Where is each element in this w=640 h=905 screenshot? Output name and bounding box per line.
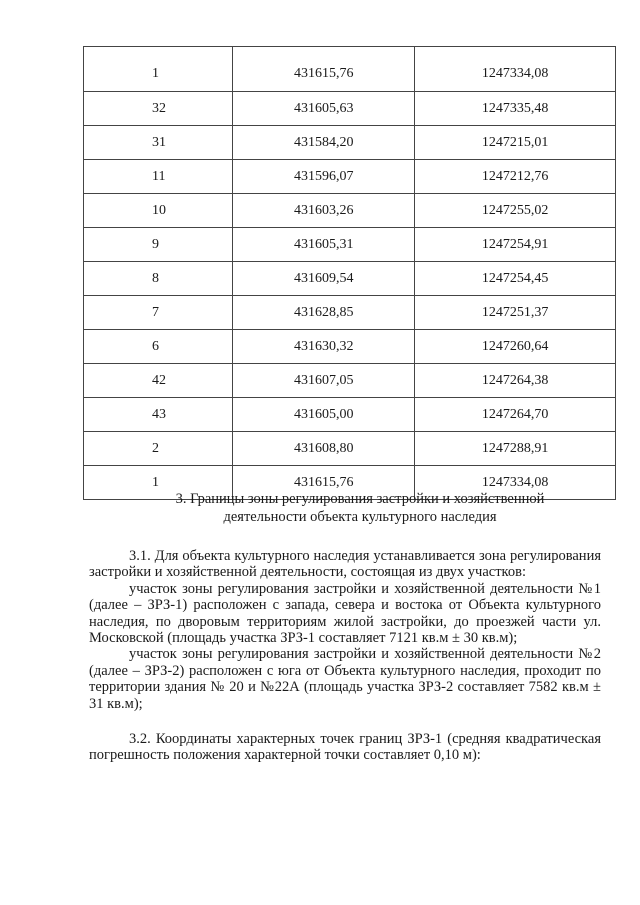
y-coordinate-cell: 1247334,08 bbox=[415, 47, 616, 92]
paragraph-zrz-2: участок зоны регулирования застройки и хозяйственной деятельности №2 (далее – ЗРЗ-2) расположен с юга от Объекта культурного наследия, проходит по территории здания № 20 и №22А (площадь участка ЗРЗ-2 составляет 7582 кв.м ± 31 кв.м); bbox=[89, 646, 601, 712]
section-title bbox=[140, 490, 580, 526]
point-number-cell: 31 bbox=[84, 126, 233, 160]
x-coordinate-cell: 431596,07 bbox=[233, 160, 415, 194]
point-number-cell: 42 bbox=[84, 364, 233, 398]
y-coordinate-cell: 1247260,64 bbox=[415, 330, 616, 364]
y-coordinate-cell: 1247334,08 bbox=[415, 466, 616, 500]
x-coordinate-cell: 431628,85 bbox=[233, 296, 415, 330]
point-number-cell: 7 bbox=[84, 296, 233, 330]
x-coordinate-cell: 431605,00 bbox=[233, 398, 415, 432]
table-row bbox=[84, 160, 616, 194]
point-number-cell: 10 bbox=[84, 194, 233, 228]
table-row bbox=[84, 47, 616, 92]
x-coordinate-cell: 431607,05 bbox=[233, 364, 415, 398]
coordinates-table bbox=[83, 46, 616, 500]
x-coordinate-cell: 431603,26 bbox=[233, 194, 415, 228]
point-number-cell: 2 bbox=[84, 432, 233, 466]
table-row bbox=[84, 296, 616, 330]
y-coordinate-cell: 1247264,38 bbox=[415, 364, 616, 398]
y-coordinate-cell: 1247264,70 bbox=[415, 398, 616, 432]
table-row bbox=[84, 330, 616, 364]
x-coordinate-cell: 431608,80 bbox=[233, 432, 415, 466]
y-coordinate-cell: 1247254,45 bbox=[415, 262, 616, 296]
x-coordinate-cell: 431615,76 bbox=[233, 47, 415, 92]
table-row bbox=[84, 92, 616, 126]
point-number-cell: 9 bbox=[84, 228, 233, 262]
paragraph-3-1: 3.1. Для объекта культурного наследия устанавливается зона регулирования застройки и хозяйственной деятельности, состоящая из двух участков: bbox=[89, 548, 601, 581]
y-coordinate-cell: 1247288,91 bbox=[415, 432, 616, 466]
y-coordinate-cell: 1247255,02 bbox=[415, 194, 616, 228]
y-coordinate-cell: 1247251,37 bbox=[415, 296, 616, 330]
coordinates-table-body bbox=[84, 47, 616, 500]
point-number-cell: 6 bbox=[84, 330, 233, 364]
table-row bbox=[84, 126, 616, 160]
y-coordinate-cell: 1247215,01 bbox=[415, 126, 616, 160]
paragraph-zrz-1: участок зоны регулирования застройки и хозяйственной деятельности №1 (далее – ЗРЗ-1) расположен с запада, севера и востока от Объекта культурного наследия, по дворовым территориям жилой застройки, до проезжей части ул. Московской (площадь участка ЗРЗ-1 составляет 7121 кв.м ± 30 кв.м); bbox=[89, 580, 601, 647]
x-coordinate-cell: 431609,54 bbox=[233, 262, 415, 296]
point-number-cell: 11 bbox=[84, 160, 233, 194]
table-row bbox=[84, 194, 616, 228]
body-text bbox=[89, 548, 601, 764]
x-coordinate-cell: 431615,76 bbox=[233, 466, 415, 500]
point-number-cell: 43 bbox=[84, 398, 233, 432]
x-coordinate-cell: 431605,31 bbox=[233, 228, 415, 262]
point-number-cell: 32 bbox=[84, 92, 233, 126]
table-row bbox=[84, 364, 616, 398]
section-title-line-1: 3. Границы зоны регулирования застройки и хозяйственной bbox=[175, 491, 545, 507]
point-number-cell: 1 bbox=[84, 47, 233, 92]
table-row bbox=[84, 262, 616, 296]
y-coordinate-cell: 1247212,76 bbox=[415, 160, 616, 194]
x-coordinate-cell: 431630,32 bbox=[233, 330, 415, 364]
table-row bbox=[84, 398, 616, 432]
section-title-line-2: деятельности объекта культурного наследия bbox=[223, 509, 497, 525]
point-number-cell: 8 bbox=[84, 262, 233, 296]
table-row bbox=[84, 432, 616, 466]
y-coordinate-cell: 1247335,48 bbox=[415, 92, 616, 126]
x-coordinate-cell: 431605,63 bbox=[233, 92, 415, 126]
table-row bbox=[84, 228, 616, 262]
y-coordinate-cell: 1247254,91 bbox=[415, 228, 616, 262]
x-coordinate-cell: 431584,20 bbox=[233, 126, 415, 160]
paragraph-3-2: 3.2. Координаты характерных точек границ ЗРЗ-1 (средняя квадратическая погрешность положения характерной точки составляет 0,10 м): bbox=[89, 731, 601, 764]
point-number-cell: 1 bbox=[84, 466, 233, 500]
